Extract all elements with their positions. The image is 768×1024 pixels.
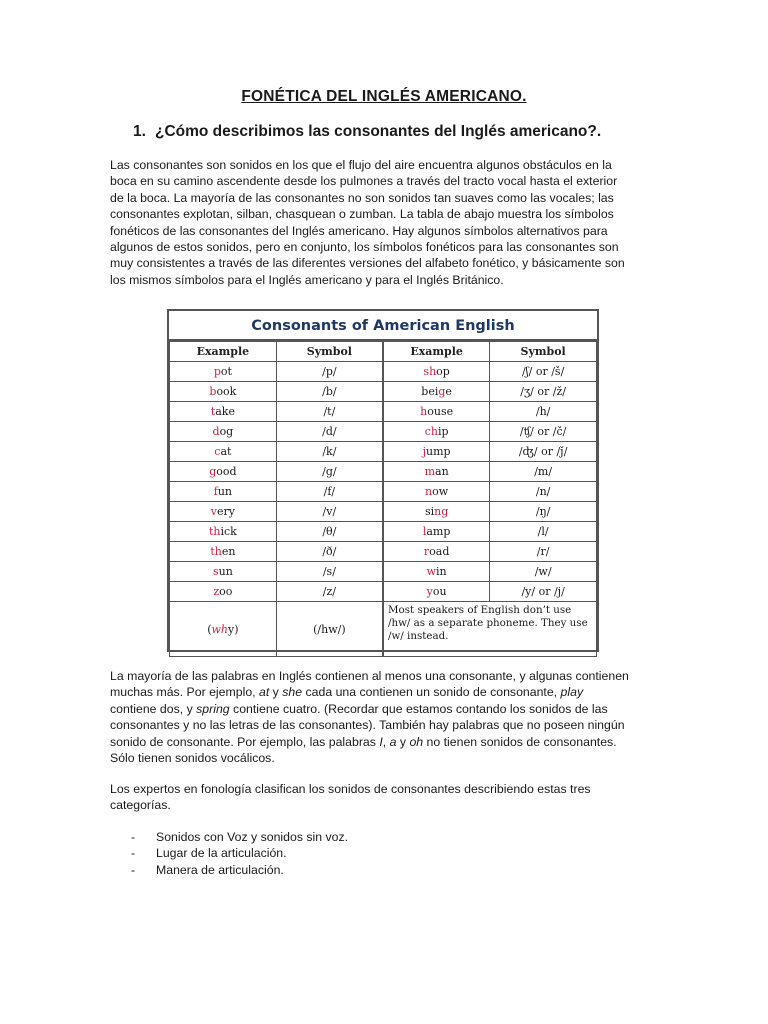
text-run: contiene cuatro. (Recordar que estamos contando los sonidos de las [229,701,608,716]
example-highlight: n [425,485,433,498]
table-row [170,402,597,422]
example-cell [170,362,277,382]
example-rest: ip [437,425,449,438]
symbol-text: /ʒ/ or /ž/ [520,385,566,398]
symbol-text: /h/ [535,405,551,418]
paragraph-line: algunos de estos sonidos, pero en conjunto, los símbolos fonéticos para las consonantes son [110,240,619,255]
text-run: y [269,685,283,700]
symbol-cell [276,522,383,542]
symbol-text: /z/ [322,585,336,598]
paragraph-line: de la boca. La mayoría de las consonantes no son sonidos tan suaves como las vocales; las [110,190,614,205]
example-rest: ot [220,365,232,378]
example-rest: og [219,425,234,438]
column-header-symbol: Symbol [490,342,597,362]
example-cell [383,462,490,482]
example-cell [170,482,277,502]
example-rest: e [445,385,452,398]
symbol-text: /p/ [322,365,337,378]
intro-paragraph [110,157,658,288]
example-highlight: c [214,445,221,458]
list-item [131,845,348,861]
example-cell [170,422,277,442]
example-highlight: t [210,405,216,418]
symbol-text: /f/ [323,485,336,498]
example-cell [170,382,277,402]
symbol-text: /w/ [534,565,552,578]
symbol-cell [490,482,597,502]
example-cell [170,402,277,422]
example-cell [383,582,490,602]
list-item [131,829,348,845]
table-header-row [170,342,597,362]
example-rest: en [221,545,236,558]
example-rest: at [220,445,232,458]
symbol-cell [276,482,383,502]
list-dash: - [131,846,136,861]
example-rest: ood [216,465,237,478]
example-highlight: j [422,445,427,458]
list-dash: - [131,830,136,844]
symbol-text: /g/ [322,465,337,478]
symbol-cell [276,562,383,582]
paragraph-line [110,701,658,717]
column-header-example: Example [383,342,490,362]
list-dash: - [131,862,136,877]
symbol-cell [276,422,383,442]
example-cell [383,422,490,442]
symbol-text: /l/ [537,525,549,538]
example-highlight: h [420,405,428,418]
symbol-cell [276,362,383,382]
example-highlight: p [213,365,221,378]
example-rest: un [218,565,233,578]
example-cell [383,442,490,462]
section-heading [133,123,601,141]
symbol-cell: (/hw/) [276,602,383,657]
example-rest: an [435,465,449,478]
symbol-text: /ʧ/ or /č/ [519,425,567,438]
table-row [170,362,597,382]
table-row [170,462,597,482]
example-cell [383,502,490,522]
example-cell [383,562,490,582]
document-title: FONÉTICA DEL INGLÉS AMERICANO. [241,88,527,105]
example-highlight: l [422,525,427,538]
paragraph-line: Sólo tienen sonidos vocálicos. [110,751,275,766]
example-word: a [389,734,397,749]
table-row [170,562,597,582]
paragraph-line: consonantes explotan, silban, chasquean o zumban. La tabla de abajo muestra los símbolos [110,207,614,222]
example-cell [170,582,277,602]
paragraph-line: Las consonantes son sonidos en los que el flujo del aire encuentra algunos obstáculos en la [110,158,612,172]
table-row [170,482,597,502]
section-heading-text: ¿Cómo describimos las consonantes del Inglés americano?. [155,123,602,140]
example-rest: un [217,485,232,498]
example-cell [170,602,277,657]
example-highlight: b [209,385,217,398]
example-highlight: th [210,545,222,558]
list-item-text: Sonidos con Voz y sonidos sin voz. [156,830,349,844]
symbol-cell [276,462,383,482]
paragraph-line: los mismos símbolos para el Inglés americano y para el Inglés Británico. [110,272,504,287]
symbol-text: /ŋ/ [535,505,551,518]
column-header-example: Example [170,342,277,362]
table-row [170,522,597,542]
symbol-text: /b/ [322,385,337,398]
example-rest: ump [426,445,451,458]
symbol-text: /ʤ/ or /ǰ/ [518,445,568,458]
symbol-cell [490,382,597,402]
symbol-text: /n/ [535,485,551,498]
example-rest: op [436,365,450,378]
paragraph-line [110,684,658,700]
symbol-text: /r/ [536,545,550,558]
column-header-symbol: Symbol [276,342,383,362]
table-note: Most speakers of English don’t use /hw/ as a separate phoneme. They use /w/ instead. [383,602,597,657]
symbol-text: /d/ [322,425,337,438]
symbol-cell [490,542,597,562]
paragraph-line: categorías. [110,798,171,813]
paragraph-line: fonéticos de las consonantes del Inglés americano. Hay algunos símbolos alternativos para [110,223,608,238]
example-rest: amp [426,525,451,538]
example-highlight: s [212,565,219,578]
symbol-cell [490,362,597,382]
symbol-cell [276,582,383,602]
example-word: I [379,734,383,749]
consonant-count-paragraph [110,668,658,766]
example-highlight: y [426,585,433,598]
consonants-table [169,341,597,657]
section-number: 1. [133,123,146,140]
symbol-text: /ʃ/ or /š/ [521,365,565,378]
classification-paragraph [110,781,658,814]
paragraph-line: Los expertos en fonología clasifican los sonidos de consonantes describiendo estas tres [110,782,591,796]
example-highlight: wh [211,622,229,636]
example-highlight: v [210,505,217,518]
example-highlight: g [438,385,446,398]
table-row [170,442,597,462]
symbol-cell [490,422,597,442]
paragraph-line: muy consistentes a través de las diferentes versiones del alfabeto fonético, y básicamente son [110,256,625,271]
example-word: play [560,685,584,700]
example-cell [383,382,490,402]
example-rest: ick [220,525,237,538]
example-rest: ake [215,405,235,418]
example-cell [383,542,490,562]
text-run: muchas más. Por ejemplo, [110,685,259,700]
symbol-cell [276,502,383,522]
table-row [170,582,597,602]
example-highlight: d [212,425,220,438]
table-row [170,382,597,402]
paragraph-line: La mayoría de las palabras en Inglés contienen al menos una consonante, y algunas contienen [110,669,629,683]
text-run: , [382,734,390,749]
example-cell [383,402,490,422]
symbol-cell [276,382,383,402]
example-cell [170,562,277,582]
paragraph-line [110,734,658,750]
paragraph-line: boca en su camino ascendente desde los pulmones a través del tracto vocal hasta el exterior [110,174,618,189]
text-run: contiene dos, y [110,701,197,716]
example-cell [383,482,490,502]
example-rest: ery [216,505,235,518]
table-title: Consonants of American English [169,311,597,341]
example-rest: ou [432,585,447,598]
example-highlight: w [426,565,437,578]
example-rest: oad [429,545,450,558]
example-cell [170,542,277,562]
text-run: no tienen sonidos de consonantes. [423,734,617,749]
example-prefix: si [424,505,435,518]
symbol-cell [276,402,383,422]
example-prefix: bei [421,385,439,398]
symbol-text: /θ/ [322,525,337,538]
list-item [131,862,348,878]
example-highlight: g [209,465,217,478]
symbol-cell [490,582,597,602]
example-word: spring [196,701,230,716]
symbol-cell [276,442,383,462]
symbol-text: /t/ [323,405,336,418]
example-rest: y) [228,622,239,636]
example-cell [170,462,277,482]
consonants-table-figure [167,309,599,652]
table-row [170,422,597,442]
example-word: at [259,685,270,700]
symbol-cell [490,462,597,482]
symbol-text: /y/ or /j/ [521,585,565,598]
list-item-text: Lugar de la articulación. [156,846,287,861]
symbol-text: /v/ [322,505,337,518]
example-highlight: ng [434,505,449,518]
text-run: y [396,734,410,749]
symbol-cell [276,542,383,562]
example-rest: ow [432,485,449,498]
symbol-cell [490,442,597,462]
symbol-cell [490,522,597,542]
example-cell [170,442,277,462]
text-run: cada una contienen un sonido de consonante, [302,685,561,700]
symbol-text: /ð/ [322,545,337,558]
text-run: sonido de consonante. Por ejemplo, las palabras [110,734,380,749]
table-body [170,362,597,602]
symbol-text: /m/ [534,465,553,478]
table-row-wh [170,602,597,657]
symbol-text: /k/ [322,445,337,458]
symbol-text: /s/ [322,565,336,578]
example-rest: in [436,565,447,578]
example-cell [383,522,490,542]
example-highlight: ch [424,425,438,438]
example-highlight: r [423,545,430,558]
list-item-text: Manera de articulación. [156,862,284,877]
table-row [170,502,597,522]
example-word: oh [409,734,424,749]
example-highlight: th [208,525,221,538]
example-cell [170,522,277,542]
category-list [131,829,348,878]
example-highlight: m [424,465,436,478]
example-rest: ook [216,385,237,398]
example-highlight: sh [423,365,437,378]
example-cell [170,502,277,522]
table-row [170,542,597,562]
example-rest: ouse [427,405,454,418]
example-paren: ( [207,622,212,636]
symbol-cell [490,562,597,582]
example-highlight: f [213,485,218,498]
symbol-cell [490,502,597,522]
paragraph-line: consonantes y no las letras de las consonantes). También hay palabras que no poseen ningún [110,718,625,733]
example-rest: oo [219,585,233,598]
example-highlight: z [213,585,220,598]
example-word: she [282,685,303,700]
symbol-cell [490,402,597,422]
example-cell [383,362,490,382]
